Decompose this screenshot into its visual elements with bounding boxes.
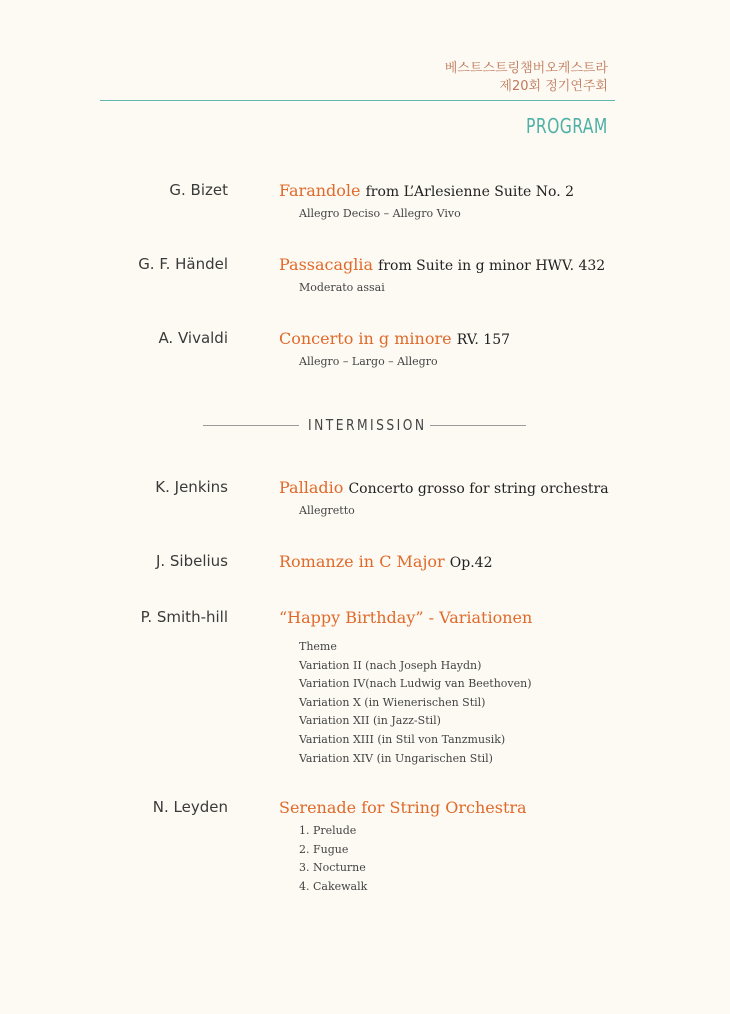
work-title: Palladio [279, 478, 344, 497]
work-line [279, 798, 527, 817]
movement-list [299, 638, 532, 768]
movement-list [299, 502, 355, 521]
composer-name: N. Leyden [152, 798, 228, 816]
movement-item: 2. Fugue [299, 842, 349, 856]
movement-item: Variation II (nach Joseph Haydn) [299, 658, 482, 672]
movement-item: Allegro Deciso – Allegro Vivo [299, 207, 461, 220]
movement-item: Moderato assai [299, 281, 385, 294]
movement-item: Variation IV(nach Ludwig van Beethoven) [299, 677, 532, 691]
work-subtitle: from L’Arlesienne Suite No. 2 [365, 184, 574, 200]
work-title: Farandole [279, 181, 361, 200]
intermission-label: INTERMISSION [308, 416, 427, 434]
work-line [279, 255, 605, 274]
program-heading: PROGRAM [526, 114, 608, 138]
movement-item: Theme [299, 640, 337, 653]
work-subtitle: from Suite in g minor HWV. 432 [378, 258, 606, 274]
movement-item: Variation X (in Wienerischen Stil) [299, 695, 486, 709]
work-line [279, 329, 510, 348]
composer-name: P. Smith-hill [140, 608, 228, 626]
work-title: Passacaglia [279, 255, 374, 274]
intermission-divider [0, 414, 730, 440]
work-line [279, 478, 609, 497]
movement-item: 4. Cakewalk [299, 879, 368, 893]
movement-list [299, 822, 367, 896]
composer-name: A. Vivaldi [158, 329, 228, 347]
composer-name: K. Jenkins [155, 478, 228, 496]
concert-title: 제20회 정기연주회 [499, 79, 608, 94]
movement-item: Variation XIII (in Stil von Tanzmusik) [299, 732, 506, 746]
movement-item: 3. Nocturne [299, 861, 366, 875]
work-subtitle: Op.42 [449, 555, 493, 571]
movement-list [299, 279, 385, 298]
movement-item: Variation XIV (in Ungarischen Stil) [299, 751, 493, 765]
intermission-line-right [430, 425, 526, 426]
composer-name: G. F. Händel [138, 255, 228, 273]
work-title: Romanze in C Major [279, 552, 445, 571]
header-org [445, 60, 608, 96]
movement-list [299, 353, 438, 372]
movement-list [299, 205, 461, 224]
work-line [279, 552, 493, 571]
movement-item: 1. Prelude [299, 824, 357, 837]
work-title: Concerto in g minore [279, 329, 452, 348]
work-subtitle: Concerto grosso for string orchestra [348, 481, 609, 497]
work-line [279, 608, 532, 627]
work-title: “Happy Birthday” - Variationen [279, 608, 533, 627]
work-subtitle: RV. 157 [456, 332, 511, 348]
movement-item: Variation XII (in Jazz-Stil) [299, 714, 441, 728]
composer-name: G. Bizet [169, 181, 228, 199]
orchestra-name: 베스트스트링챔버오케스트라 [444, 61, 608, 76]
intermission-line-left [203, 425, 299, 426]
movement-item: Allegretto [299, 504, 355, 517]
work-line [279, 181, 574, 200]
composer-name: J. Sibelius [155, 552, 228, 570]
movement-item: Allegro – Largo – Allegro [299, 355, 438, 368]
header-divider [100, 100, 615, 101]
work-title: Serenade for String Orchestra [279, 798, 527, 817]
